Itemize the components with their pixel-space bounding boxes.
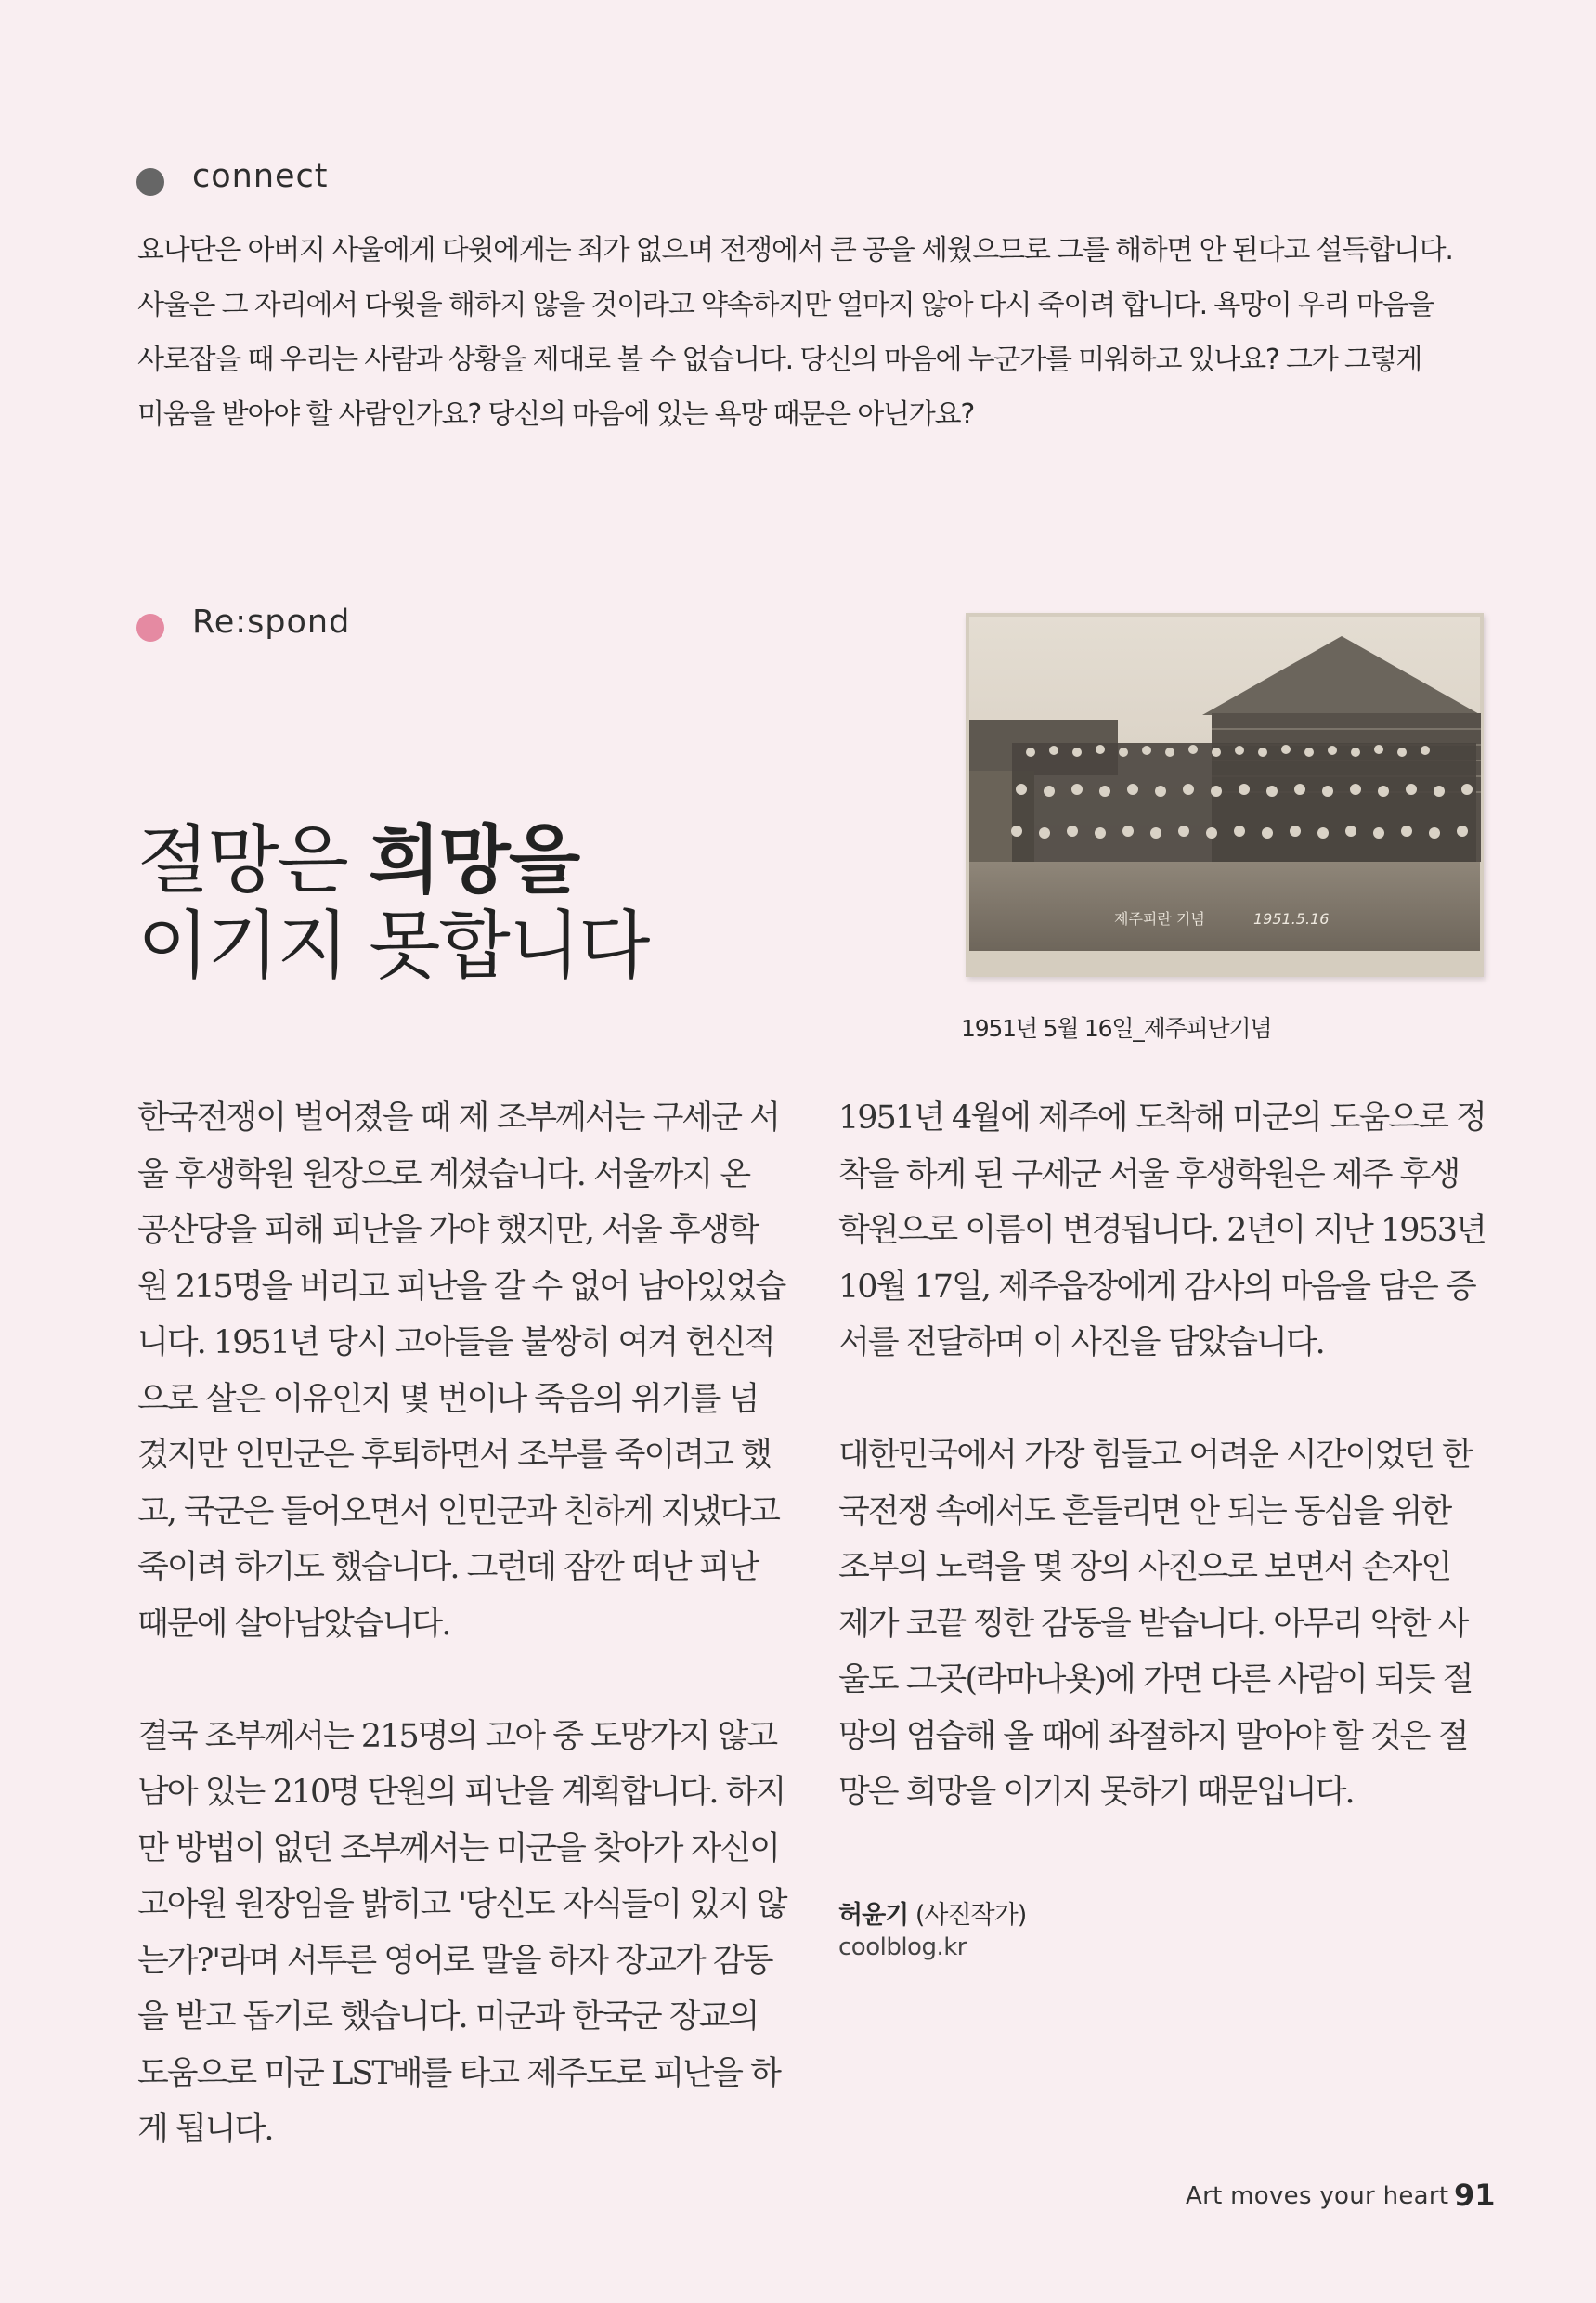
body-line: 만 방법이 없던 조부께서는 미군을 찾아가 자신이 (137, 1829, 779, 1867)
body-line: 고, 국군은 들어오면서 인민군과 친하게 지냈다고 (137, 1492, 779, 1530)
page-number: 91 (1454, 2178, 1496, 2213)
body-column-left (137, 1090, 787, 2158)
body-line: 는가?'라며 서투른 영어로 말을 하자 장교가 감동 (137, 1942, 772, 1980)
body-line: 착을 하게 된 구세군 서울 후생학원은 제주 후생 (838, 1155, 1460, 1193)
body-line: 때문에 살아남았습니다. (137, 1605, 450, 1643)
body-line: 서를 전달하며 이 사진을 담았습니다. (838, 1324, 1324, 1361)
body-column-right (838, 1090, 1488, 1821)
body-line: 원 215명을 버리고 피난을 갈 수 없어 남아있었습 (137, 1268, 785, 1306)
body-line: 으로 살은 이유인지 몇 번이나 죽음의 위기를 넘 (137, 1380, 759, 1418)
body-line: 공산당을 피해 피난을 가야 했지만, 서울 후생학 (137, 1212, 759, 1249)
connect-bullet-dot (136, 168, 164, 196)
body-line: 조부의 노력을 몇 장의 사진으로 보면서 손자인 (838, 1549, 1451, 1586)
author-website-link[interactable]: coolblog.kr (838, 1933, 967, 1961)
photo-inscription-date: 1951.5.16 (1253, 910, 1330, 928)
connect-line: 미움을 받아야 할 사람인가요? 당신의 마음에 있는 욕망 때문은 아닌가요? (137, 398, 975, 431)
body-line: 학원으로 이름이 변경됩니다. 2년이 지난 1953년 (838, 1212, 1486, 1249)
body-line: 제가 코끝 찡한 감동을 받습니다. 아무리 악한 사 (838, 1605, 1468, 1643)
paragraph-spacer (838, 1372, 1488, 1428)
body-line: 망은 희망을 이기지 못하기 때문입니다. (838, 1774, 1354, 1811)
body-line: 울 후생학원 원장으로 계셨습니다. 서울까지 온 (137, 1155, 750, 1193)
author-credit (838, 1894, 1026, 1931)
body-line: 울도 그곳(라마나욧)에 가면 다른 사람이 되듯 절 (838, 1661, 1473, 1698)
connect-line: 사울은 그 자리에서 다윗을 해하지 않을 것이라고 약속하지만 얼마지 않아 다시 죽이려 합니다. 욕망이 우리 마음을 (137, 289, 1434, 321)
connect-line: 요나단은 아버지 사울에게 다윗에게는 죄가 없으며 전쟁에서 큰 공을 세웠으므로 그를 해하면 안 된다고 설득합니다. (137, 234, 1453, 267)
historical-group-photo (966, 613, 1484, 977)
body-line: 죽이려 하기도 했습니다. 그런데 잠깐 떠난 피난 (137, 1549, 759, 1586)
headline-emphasis: 희망을 (369, 816, 579, 904)
article-headline (137, 817, 648, 989)
body-line: 대한민국에서 가장 힘들고 어려운 시간이었던 한 (838, 1437, 1472, 1474)
body-line: 니다. 1951년 당시 고아들을 불쌍히 여겨 헌신적 (137, 1324, 774, 1361)
body-line: 결국 조부께서는 215명의 고아 중 도망가지 않고 (137, 1717, 777, 1755)
respond-bullet-dot (136, 614, 164, 642)
body-line: 한국전쟁이 벌어졌을 때 제 조부께서는 구세군 서 (137, 1099, 779, 1137)
headline-line-2: 이기지 못합니다 (137, 903, 649, 989)
photo-inscription-left: 제주피란 기념 (1114, 910, 1205, 928)
body-line: 1951년 4월에 제주에 도착해 미군의 도움으로 정 (838, 1099, 1486, 1137)
body-line: 게 됩니다. (137, 2111, 273, 2148)
connect-paragraph (137, 223, 1493, 442)
headline-line-1: 절망은 희망을 (137, 816, 579, 904)
body-line: 도움으로 미군 LST배를 타고 제주도로 피난을 하 (137, 2054, 780, 2092)
body-line: 을 받고 돕기로 했습니다. 미군과 한국군 장교의 (137, 1998, 759, 2036)
body-line: 10월 17일, 제주읍장에게 감사의 마음을 담은 증 (838, 1268, 1475, 1306)
respond-heading: Re:spond (192, 604, 351, 641)
group-photo-illustration (966, 613, 1484, 977)
connect-heading: connect (192, 158, 329, 195)
body-line: 국전쟁 속에서도 흔들리면 안 되는 동심을 위한 (838, 1492, 1451, 1530)
photo-caption: 1951년 5월 16일_제주피난기념 (961, 1015, 1272, 1042)
footer-tagline: Art moves your heart (1186, 2182, 1449, 2210)
body-line: 남아 있는 210명 단원의 피난을 계획합니다. 하지 (137, 1774, 785, 1811)
body-line: 망의 엄습해 올 때에 좌절하지 말아야 할 것은 절 (838, 1717, 1468, 1755)
author-role: (사진작가) (915, 1901, 1027, 1930)
body-line: 고아원 원장임을 밝히고 '당신도 자식들이 있지 않 (137, 1886, 786, 1923)
paragraph-spacer (137, 1652, 787, 1709)
author-name: 허윤기 (838, 1901, 909, 1930)
connect-line: 사로잡을 때 우리는 사람과 상황을 제대로 볼 수 없습니다. 당신의 마음에 누군가를 미워하고 있나요? 그가 그렇게 (137, 344, 1422, 376)
body-line: 겼지만 인민군은 후퇴하면서 조부를 죽이려고 했 (137, 1437, 771, 1474)
